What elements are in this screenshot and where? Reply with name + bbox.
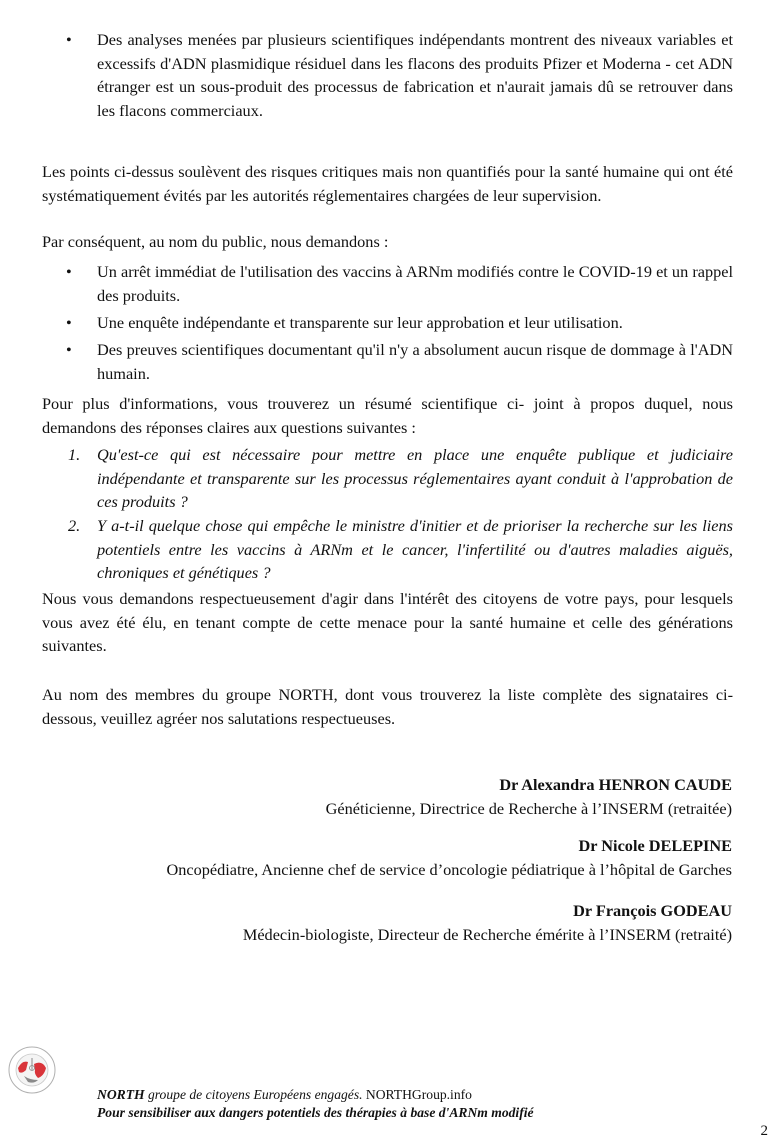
demand-item-2	[66, 311, 733, 335]
question-item-2	[66, 514, 733, 585]
signatory-name: Dr Nicole DELEPINE	[578, 836, 732, 855]
bullet-icon: •	[66, 262, 72, 281]
paragraph-closing: Au nom des membres du groupe NORTH, dont vous trouverez la liste complète des signataires ci-dessous, veuillez agréer nos salutations respectueuses.	[42, 685, 733, 728]
bullet-item-plasmid-dna	[66, 28, 733, 122]
question-text: Qu'est-ce qui est nécessaire pour mettre en place une enquête publique et judiciaire indépendante et transparente sur les processus réglementaires ayant conduit à l'approbation de ces produits ?	[97, 445, 733, 511]
footer-website-link[interactable]: NORTHGroup.info	[365, 1087, 472, 1102]
page-number: 2	[760, 1123, 768, 1139]
signatory-title: Oncopédiatre, Ancienne chef de service d’oncologie pédiatrique à l’hôpital de Garches	[166, 859, 732, 879]
demand-item-3	[66, 338, 733, 385]
footer-tagline: groupe de citoyens Européens engagés.	[144, 1087, 366, 1102]
paragraph-risks: Les points ci-dessus soulèvent des risques critiques mais non quantifiés pour la santé humaine qui ont été systématiquement évités par les autorités réglementaires chargées de leur supervision.	[42, 162, 733, 205]
demand-text: Un arrêt immédiat de l'utilisation des vaccins à ARNm modifiés contre le COVID-19 et un rappel des produits.	[97, 262, 733, 305]
footer-subtitle: Pour sensibiliser aux dangers potentiels des thérapies à base d'ARNm modifié	[97, 1105, 534, 1120]
footer	[97, 1086, 534, 1122]
signatory-name: Dr Alexandra HENRON CAUDE	[499, 775, 732, 794]
signatory-name: Dr François GODEAU	[573, 901, 732, 920]
footer-brand: NORTH	[97, 1087, 145, 1102]
signatory-1	[326, 773, 732, 820]
demand-text: Une enquête indépendante et transparente sur leur approbation et leur utilisation.	[97, 313, 623, 332]
bullet-icon: •	[66, 340, 72, 359]
bullet-icon: •	[66, 30, 72, 49]
signatory-2	[166, 834, 732, 881]
demand-item-1	[66, 260, 733, 307]
signatory-3	[243, 899, 732, 946]
paragraph-request: Nous vous demandons respectueusement d'agir dans l'intérêt des citoyens de votre pays, pour lesquels vous avez été élu, en tenant compte de cette menace pour la santé humaine et celle des générations suivantes.	[42, 589, 733, 655]
signatory-title: Généticienne, Directrice de Recherche à l’INSERM (retraitée)	[325, 798, 732, 818]
north-group-logo-icon	[8, 1046, 56, 1094]
bullet-text: Des analyses menées par plusieurs scientifiques indépendants montrent des niveaux variables et excessifs d'ADN plasmidique résiduel dans les flacons des produits Pfizer et Moderna - cet ADN étranger est un sous-produit des processus de fabrication et n'aurait jamais dû se retrouver dans les flacons commerciaux.	[97, 30, 733, 120]
question-number: 1.	[68, 445, 81, 464]
footer-line-1	[97, 1086, 534, 1104]
question-item-1	[66, 443, 733, 514]
question-number: 2.	[68, 516, 81, 535]
signatory-title: Médecin-biologiste, Directeur de Recherche émérite à l’INSERM (retraité)	[242, 924, 732, 944]
demand-text: Des preuves scientifiques documentant qu'il n'y a absolument aucun risque de dommage à l'ADN humain.	[97, 340, 733, 383]
question-text: Y a-t-il quelque chose qui empêche le ministre d'initier et de prioriser la recherche sur les liens potentiels entre les vaccins à ARNm et le cancer, l'infertilité ou d'autres maladies aiguës, chroniques et génétiques ?	[97, 516, 733, 582]
paragraph-info: Pour plus d'informations, vous trouverez un résumé scientifique ci- joint à propos duquel, nous demandons des réponses claires aux questions suivantes :	[42, 394, 733, 437]
bullet-icon: •	[66, 313, 72, 332]
paragraph-demands-intro: Par conséquent, au nom du public, nous demandons :	[42, 232, 389, 251]
